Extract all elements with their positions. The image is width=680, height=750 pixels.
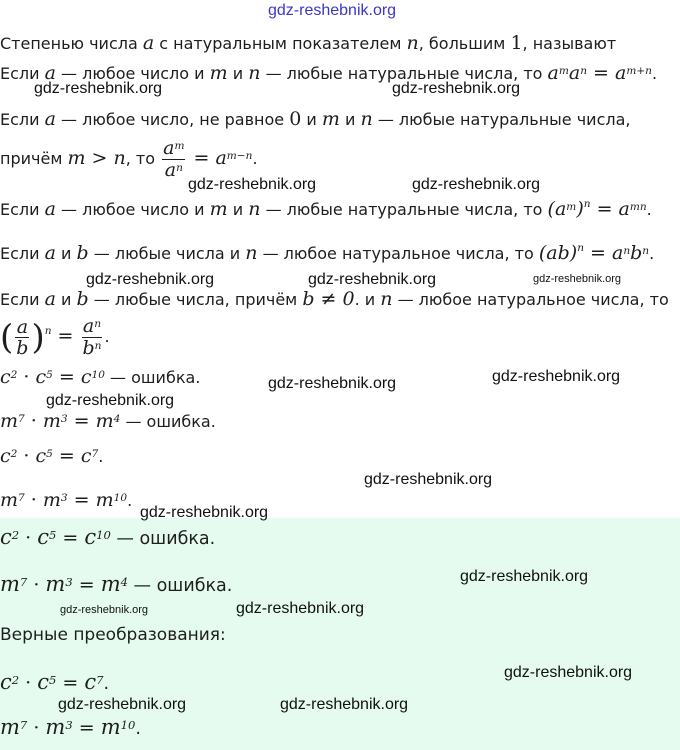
example-line-4: $m^7 \cdot m^3 = m^{10}$. [0, 489, 133, 511]
watermark: gdz-reshebnik.org [504, 664, 633, 681]
watermark: gdz-reshebnik.org [58, 696, 187, 713]
answer-line-4: $m^7 \cdot m^3 = m^{10}$. [0, 715, 141, 739]
header-watermark[interactable]: gdz-reshebnik.org [268, 2, 397, 19]
rule-quotient-power-formula: ( $\frac{a}{b}$ )$^n$ = $\frac{a^n}{b^n}$ . [0, 315, 110, 359]
watermark: gdz-reshebnik.org [308, 271, 437, 288]
rule-product-of-powers: Если a — любое число и m и n — любые натуральные числа, то $a^ma^n = a^{m+n}$. [0, 62, 658, 84]
watermark: gdz-reshebnik.org [60, 604, 149, 616]
watermark: gdz-reshebnik.org [46, 392, 175, 409]
watermark: gdz-reshebnik.org [460, 568, 589, 585]
watermark: gdz-reshebnik.org [34, 80, 163, 97]
example-line-1: $c^2 \cdot c^5 = c^{10}$ — ошибка. [0, 366, 201, 388]
rule-power-of-product: Если a и b — любые числа и n — любое натуральное числа, то $(ab)^n = a^nb^n$. [0, 242, 655, 264]
answer-line-2: $m^7 \cdot m^3 = m^4$ — ошибка. [0, 572, 233, 596]
watermark: gdz-reshebnik.org [280, 696, 409, 713]
answer-line-3: $c^2 \cdot c^5 = c^7$. [0, 670, 110, 694]
fraction: $\frac{a}{b}$ [16, 316, 29, 359]
fraction: $\frac{a^m}{a^n}$ [163, 137, 185, 181]
watermark: gdz-reshebnik.org [364, 471, 493, 488]
example-line-3: $c^2 \cdot c^5 = c^7$. [0, 445, 104, 467]
answer-heading: Верные преобразования: [0, 625, 226, 645]
example-line-2: $m^7 \cdot m^3 = m^4$ — ошибка. [0, 410, 216, 432]
watermark: gdz-reshebnik.org [268, 375, 397, 392]
rule-power-of-power: Если a — любое число и m и n — любые натуральные числа, то $(a^m)^n = a^{mn}$. [0, 198, 652, 220]
fraction: $\frac{a^n}{b^n}$ [82, 315, 102, 359]
rule-power-of-quotient: Если a и b — любые числа, причём b ≠ 0. и n — любое натуральное числа, то [0, 288, 669, 310]
watermark: gdz-reshebnik.org [140, 504, 269, 521]
rule-quotient-of-powers: Если a — любое число, не равное 0 и m и n — любые натуральные числа, [0, 108, 631, 130]
watermark: gdz-reshebnik.org [86, 271, 215, 288]
rule-power-definition: Степенью числа a с натуральным показателем n, большим 1, называют [0, 32, 617, 54]
answer-line-1: $c^2 \cdot c^5 = c^{10}$ — ошибка. [0, 525, 216, 549]
watermark: gdz-reshebnik.org [392, 80, 521, 97]
watermark: gdz-reshebnik.org [492, 368, 621, 385]
watermark: gdz-reshebnik.org [412, 176, 541, 193]
watermark: gdz-reshebnik.org [188, 176, 317, 193]
rule-quotient-formula: причём m > n, то $\frac{a^m}{a^n}$ = $a^{m-n}$. [0, 137, 258, 181]
watermark: gdz-reshebnik.org [533, 273, 622, 285]
watermark: gdz-reshebnik.org [236, 600, 365, 617]
